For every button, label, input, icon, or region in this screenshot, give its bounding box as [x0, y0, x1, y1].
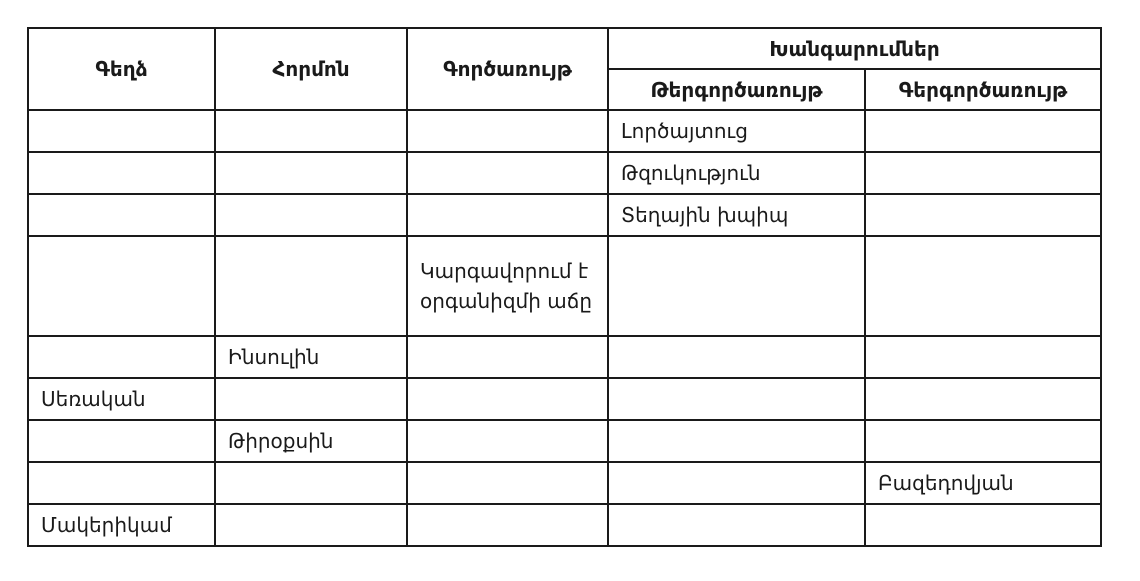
- cell-hormone: [215, 194, 407, 236]
- cell-hyperfunction: [865, 378, 1101, 420]
- table-row: [28, 462, 1101, 504]
- header-hyperfunction: Գերգործառույթ: [865, 69, 1101, 110]
- table-row: [28, 504, 1101, 546]
- cell-hormone: [215, 462, 407, 504]
- cell-hypofunction: Տեղային խպիպ: [608, 194, 865, 236]
- table-row: [28, 110, 1101, 152]
- cell-hormone: Թիրօքսին: [215, 420, 407, 462]
- header-function: Գործառույթ: [407, 28, 608, 110]
- cell-gland: [28, 336, 215, 378]
- cell-function: [407, 110, 608, 152]
- cell-function: [407, 152, 608, 194]
- cell-hormone: [215, 378, 407, 420]
- table-row: [28, 336, 1101, 378]
- header-hypofunction: Թերգործառույթ: [608, 69, 865, 110]
- cell-hormone: [215, 236, 407, 336]
- cell-hormone: [215, 110, 407, 152]
- table-row: [28, 420, 1101, 462]
- cell-hypofunction: Թզուկություն: [608, 152, 865, 194]
- cell-hormone: Ինսուլին: [215, 336, 407, 378]
- cell-function: Կարգավորում է օրգանիզմի աճը: [407, 236, 608, 336]
- cell-function: [407, 462, 608, 504]
- cell-function: [407, 420, 608, 462]
- cell-hypofunction: [608, 420, 865, 462]
- cell-hyperfunction: [865, 194, 1101, 236]
- cell-hypofunction: [608, 378, 865, 420]
- cell-function: [407, 378, 608, 420]
- cell-hypofunction: [608, 504, 865, 546]
- cell-gland: Մակերիկամ: [28, 504, 215, 546]
- table-row: [28, 236, 1101, 336]
- cell-gland: [28, 462, 215, 504]
- header-disorders: Խանգարումներ: [608, 28, 1101, 69]
- cell-hyperfunction: [865, 236, 1101, 336]
- table-row: [28, 378, 1101, 420]
- table-row: [28, 194, 1101, 236]
- header-row-top: [28, 28, 1101, 69]
- cell-hypofunction: [608, 236, 865, 336]
- cell-hormone: [215, 152, 407, 194]
- header-gland: Գեղձ: [28, 28, 215, 110]
- header-hormone: Հորմոն: [215, 28, 407, 110]
- cell-hyperfunction: Բազեդովյան: [865, 462, 1101, 504]
- hormone-table: [27, 27, 1102, 547]
- cell-gland: [28, 194, 215, 236]
- cell-hypofunction: [608, 336, 865, 378]
- cell-hypofunction: Լործայտուց: [608, 110, 865, 152]
- cell-hyperfunction: [865, 336, 1101, 378]
- cell-gland: [28, 152, 215, 194]
- cell-gland: Սեռական: [28, 378, 215, 420]
- cell-hyperfunction: [865, 420, 1101, 462]
- cell-function: [407, 194, 608, 236]
- cell-gland: [28, 236, 215, 336]
- cell-gland: [28, 110, 215, 152]
- cell-function: [407, 336, 608, 378]
- cell-hyperfunction: [865, 504, 1101, 546]
- cell-hyperfunction: [865, 152, 1101, 194]
- cell-function: [407, 504, 608, 546]
- cell-hyperfunction: [865, 110, 1101, 152]
- table-row: [28, 152, 1101, 194]
- cell-gland: [28, 420, 215, 462]
- cell-hypofunction: [608, 462, 865, 504]
- cell-hormone: [215, 504, 407, 546]
